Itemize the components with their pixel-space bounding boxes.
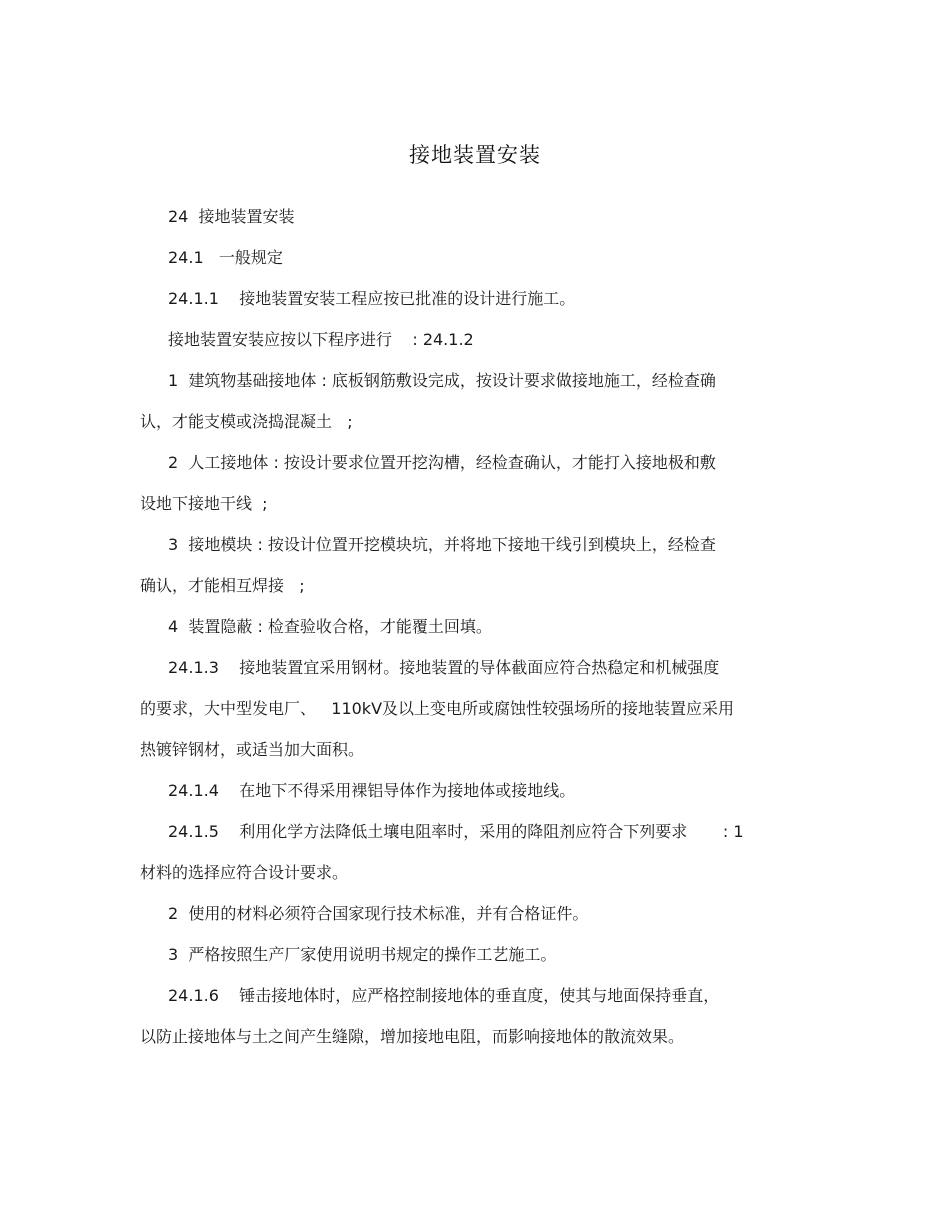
clause-24-1-6-continued: 以防止接地体与土之间产生缝隙，增加接地电阻，而影响接地体的散流效果。 — [140, 1027, 685, 1046]
clause-24-1-5: 24.1.5 利用化学方法降低土壤电阻率时，采用的降阻剂应符合下列要求 : 1 — [168, 822, 744, 841]
list-item-1: 1 建筑物基础接地体 : 底板钢筋敷设完成，按设计要求做接地施工，经检查确 — [168, 371, 716, 390]
clause-24-1-6: 24.1.6 锤击接地体时，应严格控制接地体的垂直度，使其与地面保持垂直， — [168, 986, 720, 1005]
list-item-2-continued: 设地下接地干线 ; — [140, 494, 268, 513]
list-item-1-continued: 认，才能支模或浇捣混凝土 ; — [140, 412, 353, 431]
list-item-4: 4 装置隐蔽 : 检查验收合格，才能覆土回填。 — [168, 617, 492, 636]
list-item-2-materials: 2 使用的材料必须符合国家现行技术标准，并有合格证件。 — [168, 904, 589, 923]
list-item-3-continued: 确认，才能相互焊接 ; — [140, 576, 305, 595]
section-heading: 24 接地装置安装 — [168, 207, 295, 226]
clause-24-1-4: 24.1.4 在地下不得采用裸铝导体作为接地体或接地线。 — [168, 781, 576, 800]
clause-24-1-3-end: 热镀锌钢材，或适当加大面积。 — [140, 740, 365, 759]
clause-24-1-1: 24.1.1 接地装置安装工程应按已批准的设计进行施工。 — [168, 289, 576, 308]
list-item-2: 2 人工接地体 : 按设计要求位置开挖沟槽，经检查确认，才能打入接地极和敷 — [168, 453, 716, 472]
list-item-3: 3 接地模块 : 按设计位置开挖模块坑，并将地下接地干线引到模块上，经检查 — [168, 535, 716, 554]
page-title: 接地装置安装 — [409, 143, 541, 167]
subsection-heading: 24.1 一般规定 — [168, 248, 283, 267]
clause-24-1-3-continued: 的要求，大中型发电厂、 110kV及以上变电所或腐蚀性较强场所的接地装置应采用 — [140, 699, 735, 718]
clause-24-1-2: 接地装置安装应按以下程序进行 : 24.1.2 — [168, 330, 474, 349]
clause-24-1-3: 24.1.3 接地装置宜采用钢材。接地装置的导体截面应符合热稳定和机械强度 — [168, 658, 720, 677]
list-item-3-process: 3 严格按照生产厂家使用说明书规定的操作工艺施工。 — [168, 945, 557, 964]
clause-24-1-5-continued: 材料的选择应符合设计要求。 — [140, 863, 349, 882]
